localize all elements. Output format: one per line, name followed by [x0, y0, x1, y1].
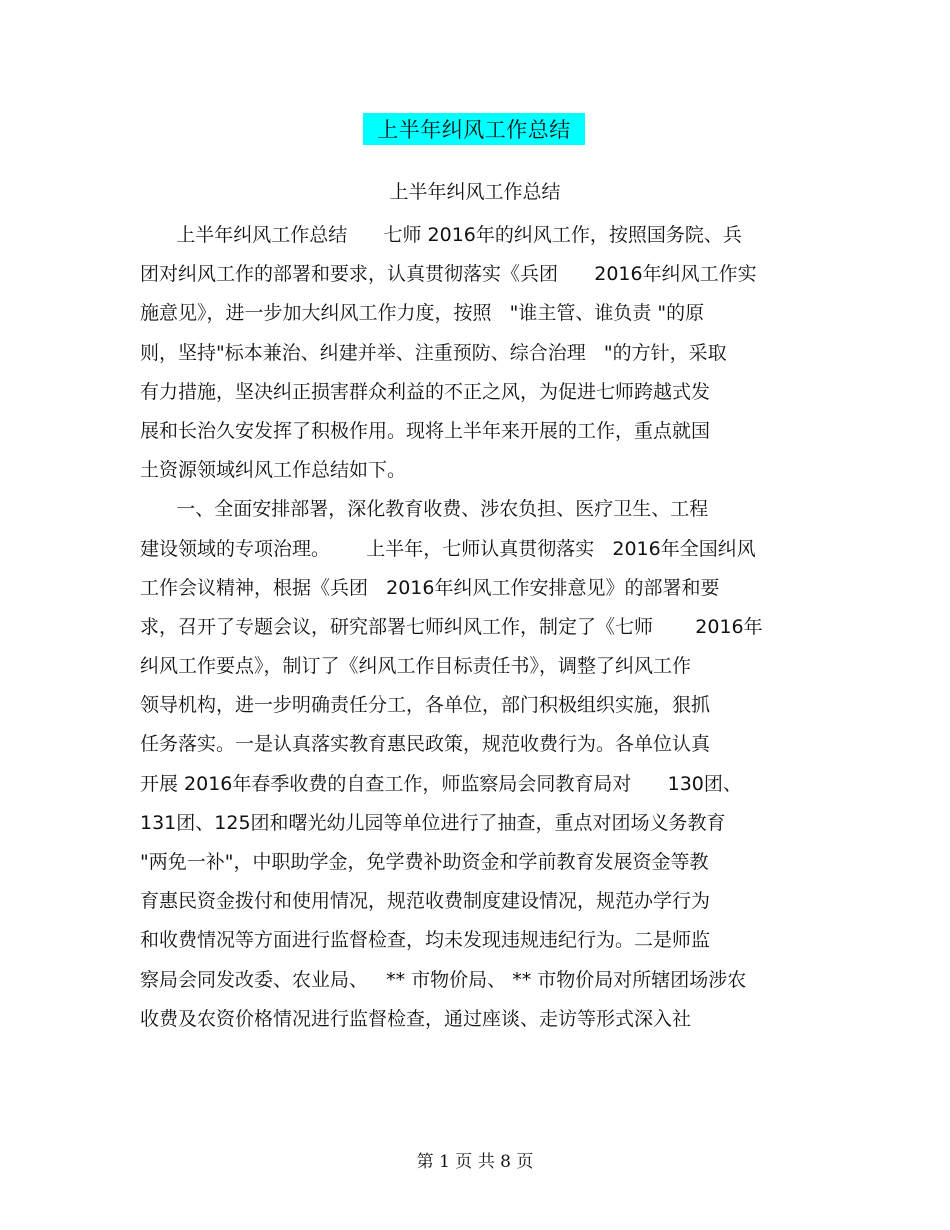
body-line: 上半年纠风工作总结 七师 2016年的纠风工作，按照国务院、兵	[140, 224, 742, 246]
body-line: 育惠民资金拨付和使用情况，规范收费制度建设情况，规范办学行为	[140, 890, 711, 913]
body-line: 131团、125团和曙光幼儿园等单位进行了抽查，重点对团场义务教育	[140, 811, 726, 834]
document-title	[363, 113, 585, 145]
page-number-footer: 第 1 页 共 8 页	[416, 1152, 534, 1172]
body-line: 察局会同发改委、农业局、 ** 市物价局、 ** 市物价局对所辖团场涉农	[140, 968, 747, 991]
body-line: 建设领域的专项治理。 上半年，七师认真贯彻落实 2016年全国纠风	[140, 537, 756, 560]
body-line: 任务落实。一是认真落实教育惠民政策，规范收费行为。各单位认真	[140, 733, 711, 756]
body-line: "两免一补"，中职助学金，免学费补助资金和学前教育发展资金等教	[140, 851, 709, 873]
body-line: 求，召开了专题会议，研究部署七师纠风工作，制定了《七师 2016年	[140, 615, 763, 638]
document-title-text: 上半年纠风工作总结	[377, 118, 571, 142]
body-line: 纠风工作要点》，制订了《纠风工作目标责任书》，调整了纠风工作	[140, 655, 692, 678]
document-subtitle: 上半年纠风工作总结	[389, 181, 561, 203]
body-line: 开展 2016年春季收费的自查工作，师监察局会同教育局对 130团、	[140, 772, 742, 795]
body-line: 则，坚持"标本兼治、纠建并举、注重预防、综合治理 "的方针，采取	[140, 341, 727, 364]
body-line: 有力措施，坚决纠正损害群众利益的不正之风，为促进七师跨越式发	[140, 380, 711, 403]
body-line: 收费及农资价格情况进行监督检查，通过座谈、走访等形式深入社	[140, 1007, 692, 1030]
document-body	[140, 221, 840, 1044]
body-line: 团对纠风工作的部署和要求，认真贯彻落实《兵团 2016年纠风工作实	[140, 263, 757, 286]
body-line: 领导机构，进一步明确责任分工，各单位，部门积极组织实施，狠抓	[140, 694, 711, 717]
body-line: 一、全面安排部署，深化教育收费、涉农负担、医疗卫生、工程	[140, 498, 709, 521]
body-line: 土资源领域纠风工作总结如下。	[140, 459, 407, 482]
body-line: 工作会议精神，根据《兵团 2016年纠风工作安排意见》的部署和要	[140, 576, 720, 599]
body-line: 和收费情况等方面进行监督检查，均未发现违规违纪行为。二是师监	[140, 929, 711, 952]
body-line: 施意见》，进一步加大纠风工作力度，按照 "谁主管、谁负责 "的原	[140, 302, 705, 325]
body-line: 展和长治久安发挥了积极作用。现将上半年来开展的工作，重点就国	[140, 419, 711, 442]
